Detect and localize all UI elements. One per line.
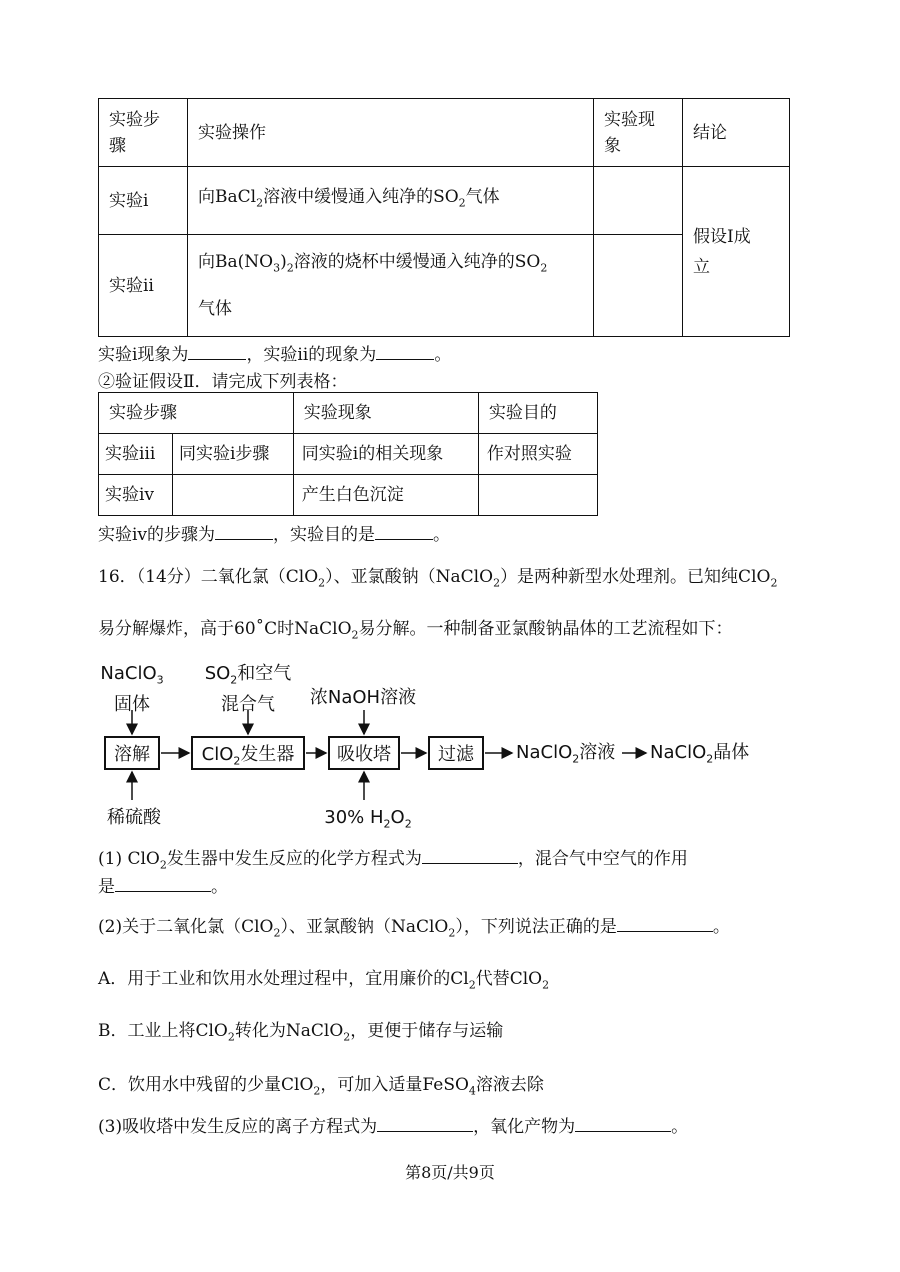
fill-line-2: 实验ⅳ的步骤为 ，实验目的是 。 bbox=[98, 525, 451, 545]
product-naclo2-crystal: NaClO$_2$晶体 bbox=[650, 742, 750, 766]
header-phenomenon: 实验现 象 bbox=[594, 99, 683, 167]
row2-step: 实验ⅱ bbox=[99, 235, 188, 337]
t2-header-purpose: 实验目的 bbox=[478, 393, 597, 434]
t2-r1-step: 同实验ⅰ步骤 bbox=[172, 434, 293, 475]
sub-question-1: (1) ClO$_2$发生器中发生反应的化学方程式为 ，混合气中空气的作用 bbox=[98, 849, 688, 872]
sub-question-1-cont: 是 。 bbox=[98, 877, 228, 897]
t2-header-phenomenon: 实验现象 bbox=[293, 393, 478, 434]
sub-question-3: (3)吸收塔中发生反应的离子方程式为 ，氧化产物为 。 bbox=[98, 1117, 689, 1137]
box-clo2-generator: ClO$_2$发生器 bbox=[191, 736, 305, 770]
product-naclo2-solution: NaClO$_2$溶液 bbox=[516, 742, 616, 766]
t2-r2-phenomenon: 产生白色沉淀 bbox=[293, 475, 478, 516]
input-naclo3: NaClO$_3$ 固体 bbox=[100, 663, 164, 715]
question-16-intro-2: 易分解爆炸，高于60˚C时NaClO$_2$易分解。一种制备亚氯酸钠晶体的工艺流程如下： bbox=[98, 619, 733, 642]
fill-line-1: 实验ⅰ现象为 ，实验ⅱ的现象为 。 bbox=[98, 345, 452, 365]
input-so2-air: $SO_2$和空气 混合气 bbox=[204, 663, 292, 715]
header-operation: 实验操作 bbox=[188, 99, 594, 167]
row2-operation: 向$Ba(NO_3)_2$溶液的烧杯中缓慢通入纯净的$SO_2$ 气体 bbox=[188, 235, 594, 337]
t2-r1-label: 实验ⅲ bbox=[99, 434, 173, 475]
verify-hypothesis-2: ②验证假设Ⅱ．请完成下列表格： bbox=[98, 372, 348, 392]
row1-operation: 向BaCl$_2$溶液中缓慢通入纯净的$SO_2$气体 bbox=[188, 167, 594, 235]
page-footer: 第8页/共9页 bbox=[405, 1163, 495, 1182]
header-step: 实验步 骤 bbox=[99, 99, 188, 167]
conclusion-cell: 假设Ⅰ成 立 bbox=[683, 167, 790, 337]
option-a: A．用于工业和饮用水处理过程中，宜用廉价的$Cl_2$代替ClO$_2$ bbox=[98, 969, 550, 992]
box-dissolve: 溶解 bbox=[104, 736, 160, 770]
box-absorber: 吸收塔 bbox=[328, 736, 400, 770]
row1-step: 实验ⅰ bbox=[99, 167, 188, 235]
t2-r1-phenomenon: 同实验ⅰ的相关现象 bbox=[293, 434, 478, 475]
option-c: C．饮用水中残留的少量ClO$_2$，可加入适量FeSO$_4$溶液去除 bbox=[98, 1075, 544, 1098]
question-16-intro: 16．（14分）二氧化氯（ClO$_2$）、亚氯酸钠（NaClO$_2$）是两种新型水处理剂。已知纯ClO$_2$ bbox=[98, 567, 778, 590]
box-filter: 过滤 bbox=[428, 736, 484, 770]
t2-r2-label: 实验ⅳ bbox=[99, 475, 173, 516]
t2-header-step: 实验步骤 bbox=[99, 393, 294, 434]
sub-question-2: (2)关于二氧化氯（ClO$_2$）、亚氯酸钠（NaClO$_2$），下列说法正确的是 。 bbox=[98, 917, 730, 940]
option-b: B．工业上将ClO$_2$转化为NaClO$_2$，更便于储存与运输 bbox=[98, 1021, 504, 1044]
input-naoh: 浓NaOH溶液 bbox=[309, 687, 417, 708]
input-h2o2: 30% $H_2O_2$ bbox=[324, 807, 412, 831]
t2-r1-purpose: 作对照实验 bbox=[478, 434, 597, 475]
header-conclusion: 结论 bbox=[683, 99, 790, 167]
input-dilute-h2so4: 稀硫酸 bbox=[107, 807, 161, 828]
